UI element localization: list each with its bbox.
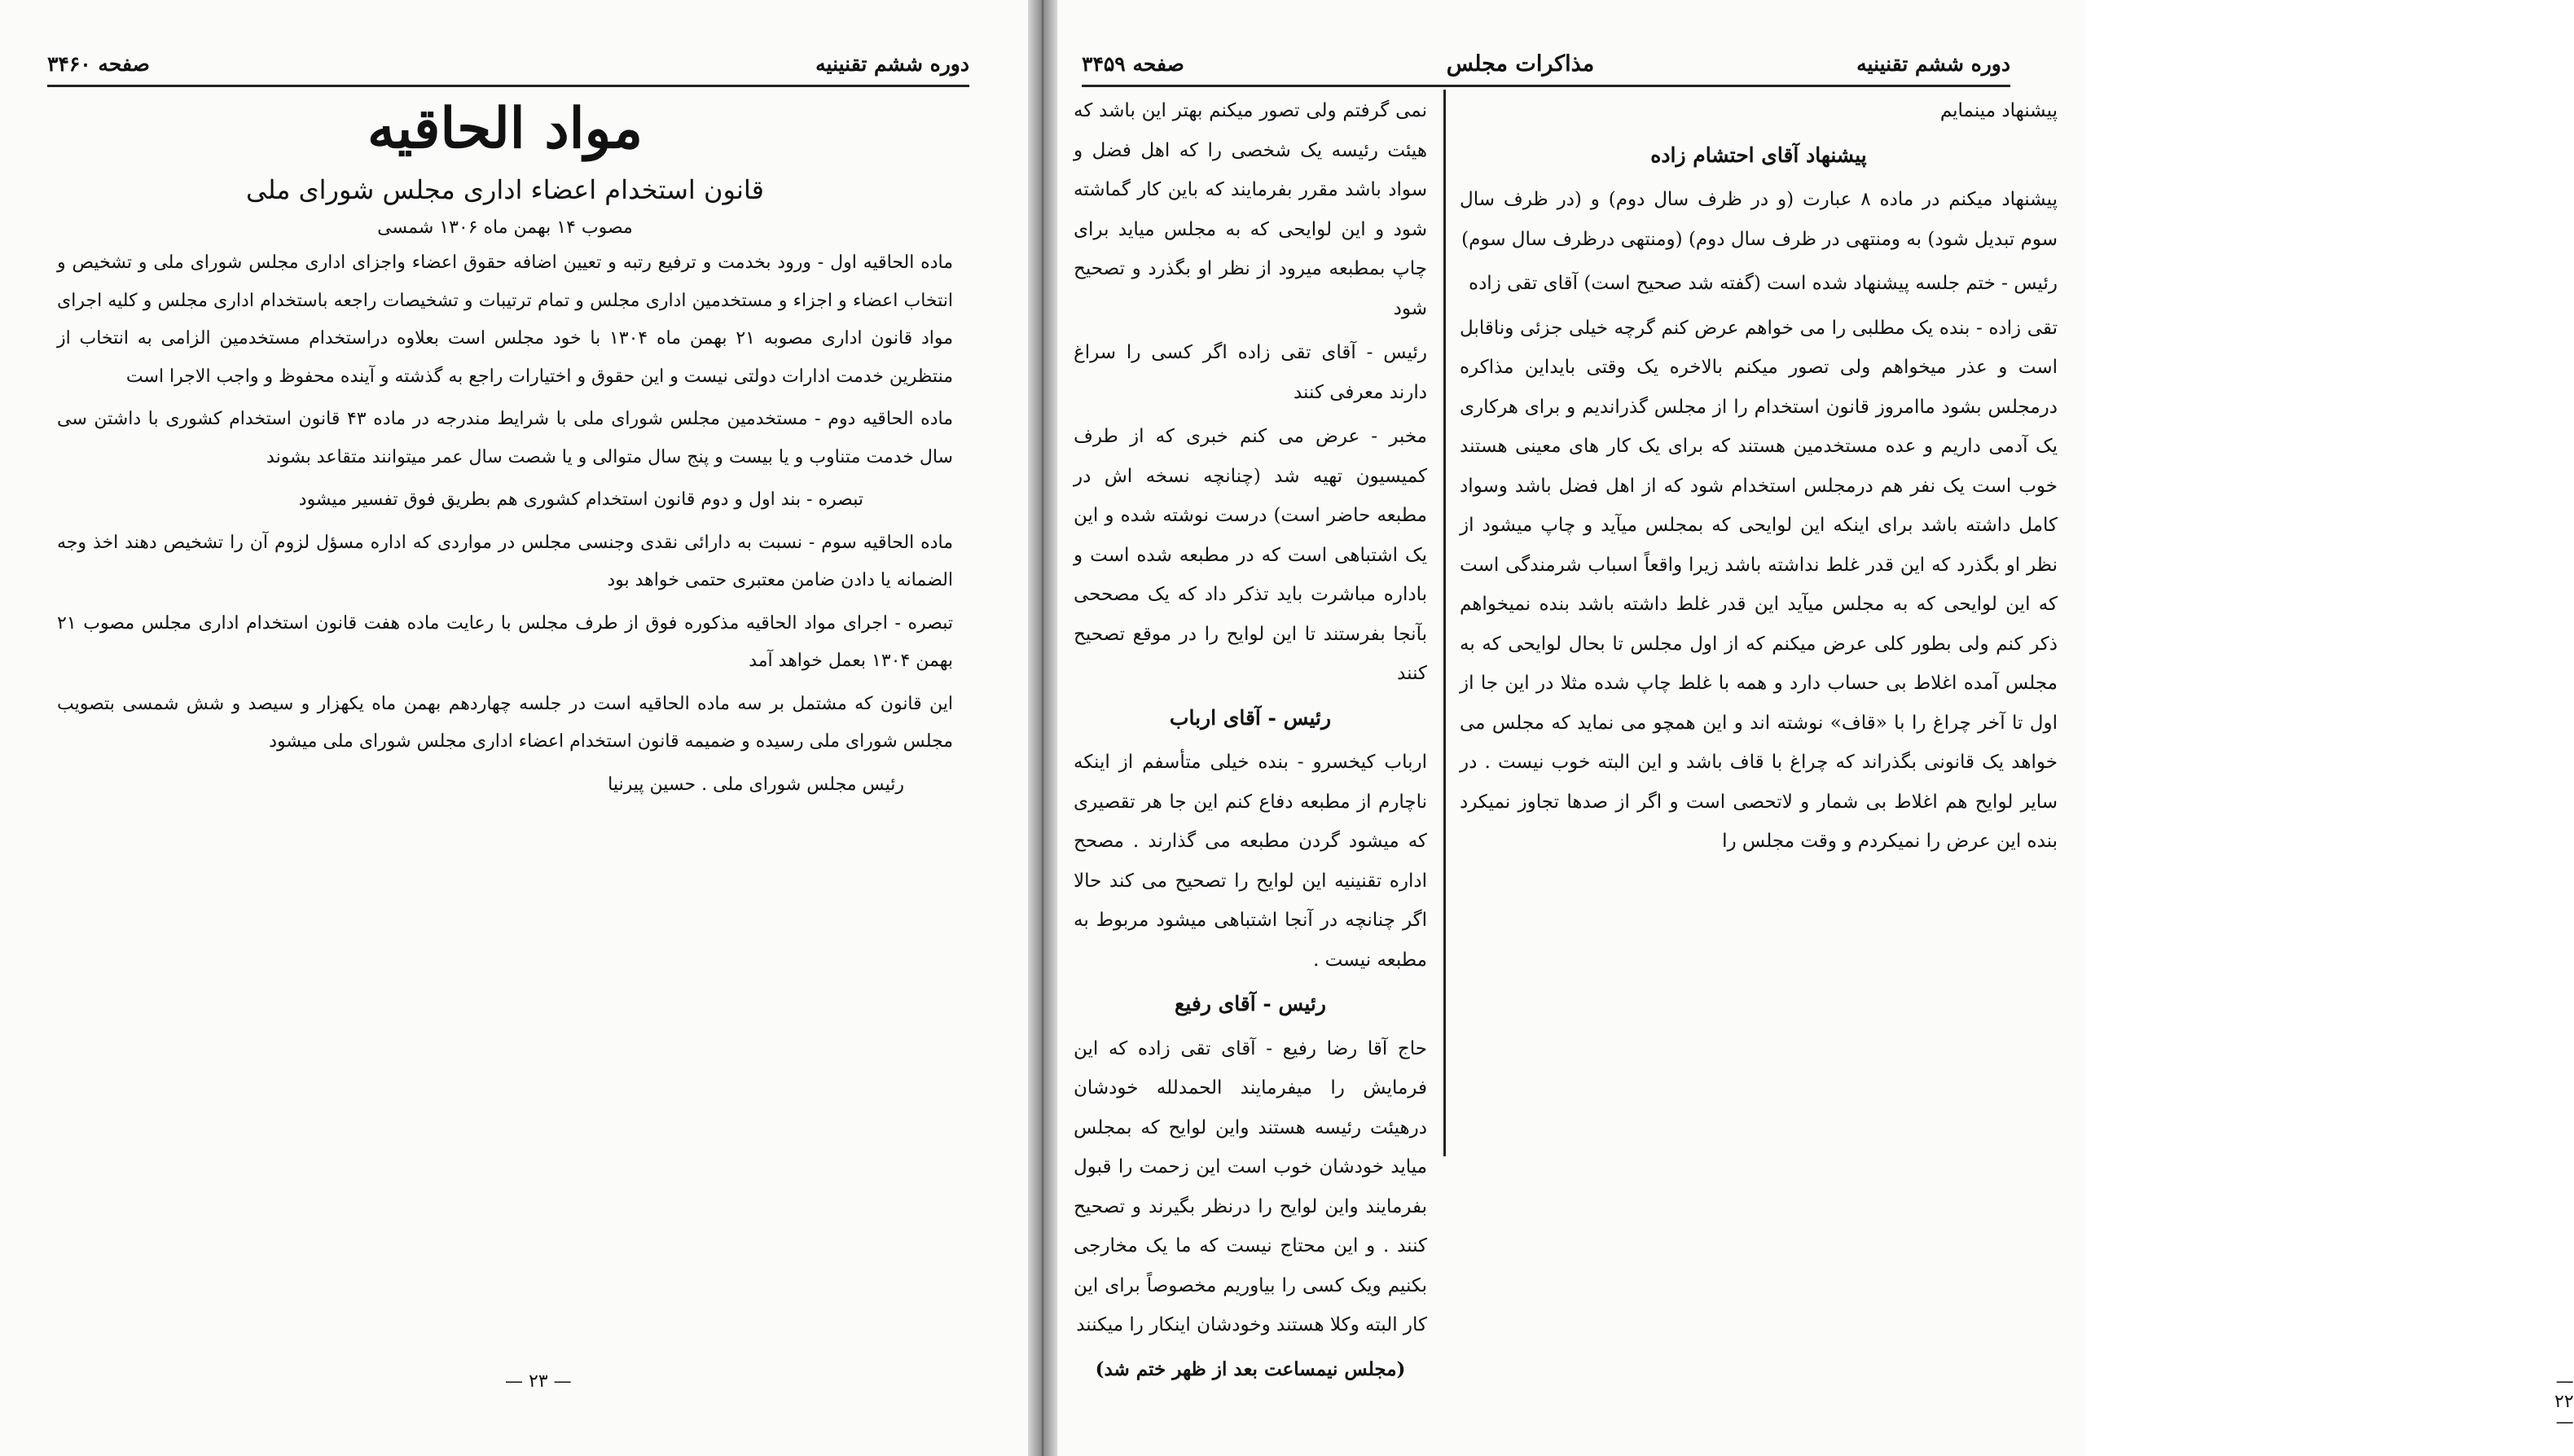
right-page-header [1082, 42, 2010, 87]
left-session-label: دوره ششم تقنینیه [815, 51, 969, 76]
speaker-rafi-heading: رئیس - آقای رفیع [1175, 992, 1326, 1015]
left-page-body [57, 91, 953, 809]
right-page-column-b [1074, 91, 1427, 1394]
proposal-heading: پیشنهاد آقای احتشام زاده [1650, 143, 1867, 167]
speaker-arbab-heading: رئیس - آقای ارباب [1169, 705, 1332, 730]
book-gutter [1028, 0, 1057, 1456]
column-divider [1443, 90, 1446, 1156]
president-reply: رئیس - آقای تقی زاده اگر کسی را سراغ دارند معرفی کنند [1074, 342, 1427, 403]
right-session-label: دوره ششم تقنینیه [1856, 51, 2010, 76]
taqizadeh-speech: تقی زاده - بنده یک مطلبی را می خواهم عرض کنم گرچه خیلی جزئی وناقابل است و عذر میخواهم ولی تصور میکنم بالاخره یک وقتی بایداین مذاکره درمجلس بشود ماامروز قانون استخدام را از مجلس گذراندیم و برای هرکاری یک آدمی داریم و عده مستخدمین هستند که برای یک کار های معینی هستند خوب است یک نفر هم درمجلس استخدام شود که از اهل فضل باشد وسواد کامل داشته باشد برای اینکه این لوایحی که بمجلس میآید و چاپ میشود از نظر او بگذرد که این قدر غلط نداشته باشد زیرا واقعاً اسباب شرمندگی است که این لوایحی که به مجلس میآید این قدر غلط داشته باشد بنده نمیخواهم ذکر کنم ولی بطور کلی عرض میکنم که از اول مجلس تا بحال لوایحی که به مجلس آمده اغلاط بی حساب دارد و همه با غلط چاپ شده مثلا در این جا از اول تا آخر چراغ را با «قاف» نوشته اند و این همچو می نماید که مجلس می خواهد یک قانونی بگذراند که چراغ با قاف باشد و این البته خوب نیست . در سایر لوایح هم اغلاط بی شمار و لاتحصی است و اگر از صدها تجاوز نمیکرد بنده این عرض را نمیکردم و وقت مجلس را [1460, 317, 2058, 852]
article-2: ماده الحاقیه دوم - مستخدمین مجلس شورای ملی با شرایط مندرجه در ماده ۴۳ قانون استخدام کشوری با داشتن سی سال خدمت متناوب و یا بیست و پنج سال متوالی و یا شصت سال عمر میتوانند متقاعد بشوند [57, 409, 953, 467]
rapporteur-speech: مخبر - عرض می کنم خبری که از طرف کمیسیون تهیه شد (چنانچه نسخه اش در مطبعه حاضر است) درست نوشته شده و این یک اشتباهی است که در مطبعه شده است و باداره مباشرت باید تذکر داد که یک مصححی بآنجا بفرستند تا این لوایح را در موقع تصحیح کنند [1074, 426, 1427, 684]
approval-date: مصوب ۱۴ بهمن ماه ۱۳۰۶ شمسی [377, 217, 633, 238]
session-closing-note: (مجلس نیمساعت بعد از ظهر ختم شد) [1095, 1357, 1406, 1380]
arbab-speech: ارباب کیخسرو - بنده خیلی متأسفم از اینکه ناچارم از مطبعه دفاع کنم این جا هر تقصیری که میشود گردن مطبعه می گذارند . مصحح اداره تقنینیه این لوایح را تصحیح می کند حالا اگر چنانچه در آنجا اشتباهی میشود مربوط به مطبعه نیست . [1074, 752, 1427, 971]
taqizadeh-speech-continued: نمی گرفتم ولی تصور میکنم بهتر این باشد که هیئت رئیسه یک شخصی را که اهل فضل و سواد باشد مقرر بفرمایند که باین کار گماشته شود و این لوایحی که به مجلس میاید برای چاپ بمطبعه میرود از نظر او بگذرد و تصحیح شود [1074, 100, 1427, 319]
left-page-footer: — ۲۳ — [505, 1371, 572, 1392]
left-page-number: صفحه ۳۴۶۰ [47, 51, 150, 76]
proposal-intro: پیشنهاد مینمایم [1939, 100, 2058, 121]
rafi-speech: حاج آقا رضا رفیع - آقای تقی زاده که این فرمایش را میفرمایند الحمدلله خودشان درهیئت رئیسه هستند واین لوایح که بمجلس میاید خودشان خوب است این زحمت را قبول بفرمایند واین لوایح را درنظر بگیرند و تصحیح کنند . و این محتاج نیست که ما یک مخارجی بکنیم ویک کسی را بیاوریم مخصوصاً برای این کار البته وکلا هستند وخودشان اینکار را میکنند [1074, 1037, 1427, 1335]
document-title: مواد الحاقیه [367, 96, 644, 161]
proposal-text: پیشنهاد میکنم در ماده ۸ عبارت (و در ظرف سال دوم) و (در ظرف سال سوم تبدیل شود) به ومنتهی در ظرف سال دوم) (ومنتهی درظرف سال سوم) [1460, 189, 2058, 250]
left-page-header [47, 42, 969, 87]
right-page-footer: — ۲۲ — [2554, 1371, 2574, 1432]
left-page [0, 0, 1028, 1456]
president-statement: رئیس - ختم جلسه پیشنهاد شده است (گفته شد صحیح است) آقای تقی زاده [1469, 273, 2058, 294]
law-title: قانون استخدام اعضاء اداری مجلس شورای ملی [246, 174, 764, 205]
ratification-paragraph: این قانون که مشتمل بر سه ماده الحاقیه است در جلسه چهاردهم بهمن ماه یکهزار و سیصد و شش شمسی بتصویب مجلس شورای ملی رسیده و ضمیمه قانون استخدام اعضاء اداری مجلس شورای ملی میشود [57, 693, 953, 752]
article-1: ماده الحاقیه اول - ورود بخدمت و ترفیع رتبه و تعیین اضافه حقوق اعضاء واجزای اداری مجلس شورای ملی و تشخیص و انتخاب اعضاء و اجزاء و مستخدمین اداری مجلس و تمام ترتیبات و تشخیصات راجعه باستخدام اداری مجلس و کلیه اجرای مواد قانون اداری مصوبه ۲۱ بهمن ماه ۱۳۰۴ با خود مجلس است بعلاوه دراستخدام مستخدمین الزامی به انتخاب از منتظرین خدمت ادارات دولتی نیست و این حقوق و اختیارات راجع به گذشته و آینده محفوظ و واجب الاجرا است [57, 252, 953, 387]
right-running-title: مذاکرات مجلس [1446, 50, 1595, 77]
right-page-column-a [1460, 91, 2058, 866]
article-3: ماده الحاقیه سوم - نسبت به دارائی نقدی وجنسی مجلس در مواردی که اداره مسؤل لزوم آن را تشخیص دهند اخذ وجه الضمانه یا دادن ضامن معتبری حتمی خواهد بود [57, 532, 953, 590]
note-1: تبصره - بند اول و دوم قانون استخدام کشوری هم بطریق فوق تفسیر میشود [298, 489, 863, 510]
note-2: تبصره - اجرای مواد الحاقیه مذکوره فوق از طرف مجلس با رعایت ماده هفت قانون استخدام اداری مجلس مصوب ۲۱ بهمن ۱۳۰۴ بعمل خواهد آمد [57, 612, 953, 671]
speaker-signature: رئیس مجلس شورای ملی . حسین پیرنیا [608, 774, 904, 795]
right-page-number: صفحه ۳۴۵۹ [1082, 51, 1184, 76]
